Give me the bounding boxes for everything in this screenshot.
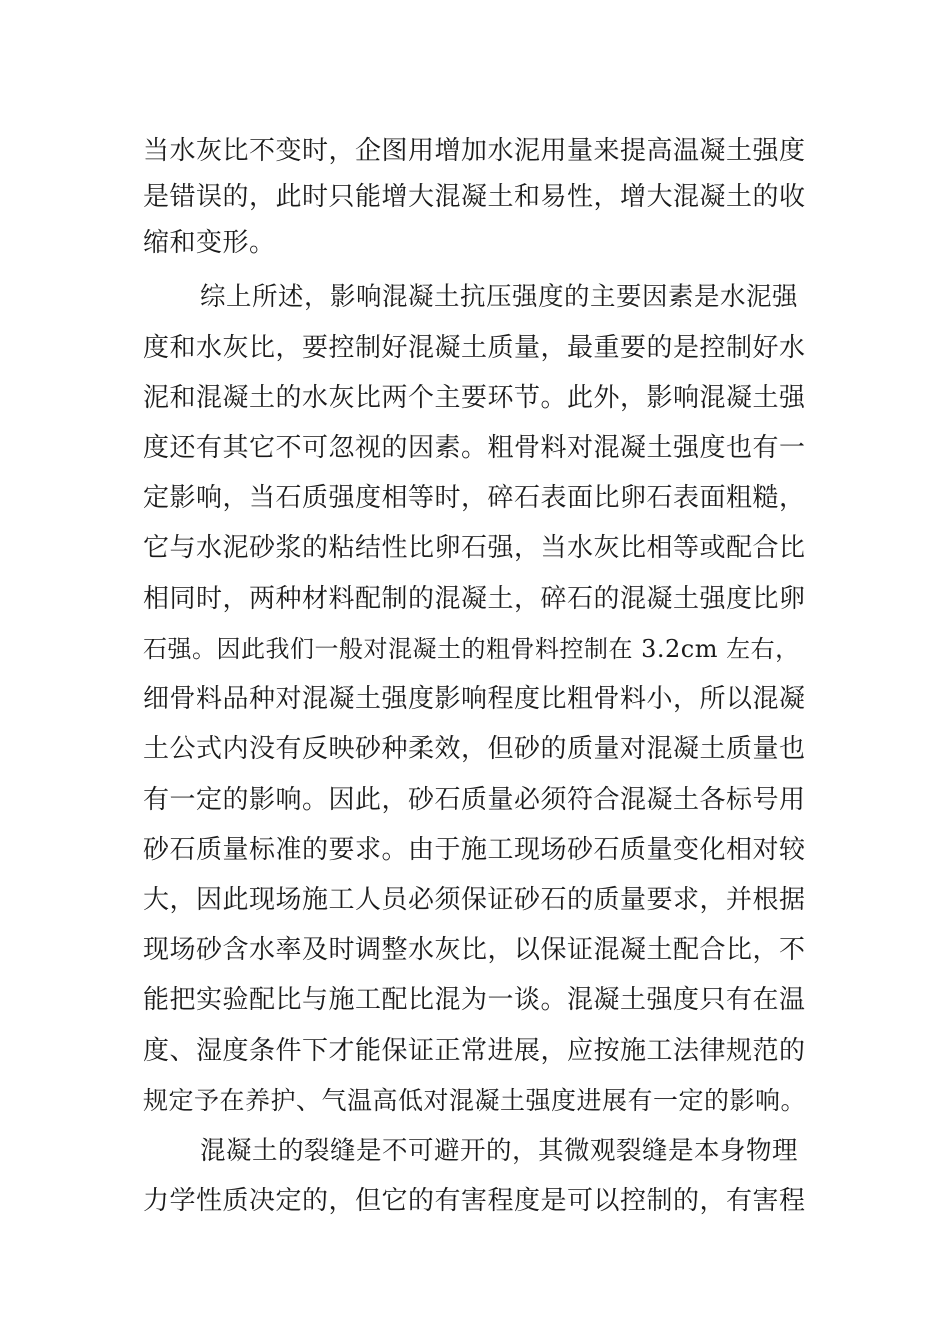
paragraph-2-line-14: 现场砂含水率及时调整水灰比，以保证混凝土配合比，不 — [143, 935, 806, 965]
paragraph-1-line-3: 缩和变形。 — [143, 228, 276, 258]
paragraph-2-line-16: 度、湿度条件下才能保证正常进展，应按施工法律规范的 — [143, 1036, 806, 1066]
paragraph-3-line-2: 力学性质决定的，但它的有害程度是可以控制的，有害程 — [143, 1186, 806, 1216]
paragraph-2-line-7: 相同时，两种材料配制的混凝土，碎石的混凝土强度比卵 — [143, 584, 806, 614]
paragraph-1-line-2: 是错误的，此时只能增大混凝土和易性，增大混凝土的收 — [143, 182, 806, 212]
paragraph-2-line-17: 规定予在养护、气温高低对混凝土强度进展有一定的影响。 — [143, 1086, 807, 1115]
paragraph-2-line-15: 能把实验配比与施工配比混为一谈。混凝土强度只有在温 — [143, 985, 806, 1015]
paragraph-2-line-3: 泥和混凝土的水灰比两个主要环节。此外，影响混凝土强 — [143, 383, 806, 413]
paragraph-2-line-8: 石强。因此我们一般对混凝土的粗骨料控制在 3.2cm 左右， — [143, 635, 800, 663]
paragraph-2-line-10: 土公式内没有反映砂种柔效，但砂的质量对混凝土质量也 — [143, 734, 806, 764]
paragraph-2-line-4: 度还有其它不可忽视的因素。粗骨料对混凝土强度也有一 — [143, 433, 806, 463]
paragraph-2-line-11: 有一定的影响。因此，砂石质量必须符合混凝土各标号用 — [143, 785, 806, 815]
paragraph-2-line-6: 它与水泥砂浆的粘结性比卵石强，当水灰比相等或配合比 — [143, 533, 806, 563]
paragraph-2-line-1: 综上所述，影响混凝土抗压强度的主要因素是水泥强 — [200, 282, 799, 312]
paragraph-2-line-9: 细骨料品种对混凝土强度影响程度比粗骨料小，所以混凝 — [143, 684, 806, 714]
paragraph-2-line-2: 度和水灰比，要控制好混凝土质量，最重要的是控制好水 — [143, 333, 806, 363]
paragraph-2-line-5: 定影响，当石质强度相等时，碎石表面比卵石表面粗糙， — [143, 483, 806, 513]
paragraph-3-line-1: 混凝土的裂缝是不可避开的，其微观裂缝是本身物理 — [200, 1136, 799, 1166]
paragraph-1-line-1: 当水灰比不变时，企图用增加水泥用量来提高温凝土强度 — [143, 136, 806, 166]
paragraph-2-line-12: 砂石质量标准的要求。由于施工现场砂石质量变化相对较 — [143, 835, 806, 865]
paragraph-2-line-13: 大，因此现场施工人员必须保证砂石的质量要求，并根据 — [143, 885, 806, 915]
